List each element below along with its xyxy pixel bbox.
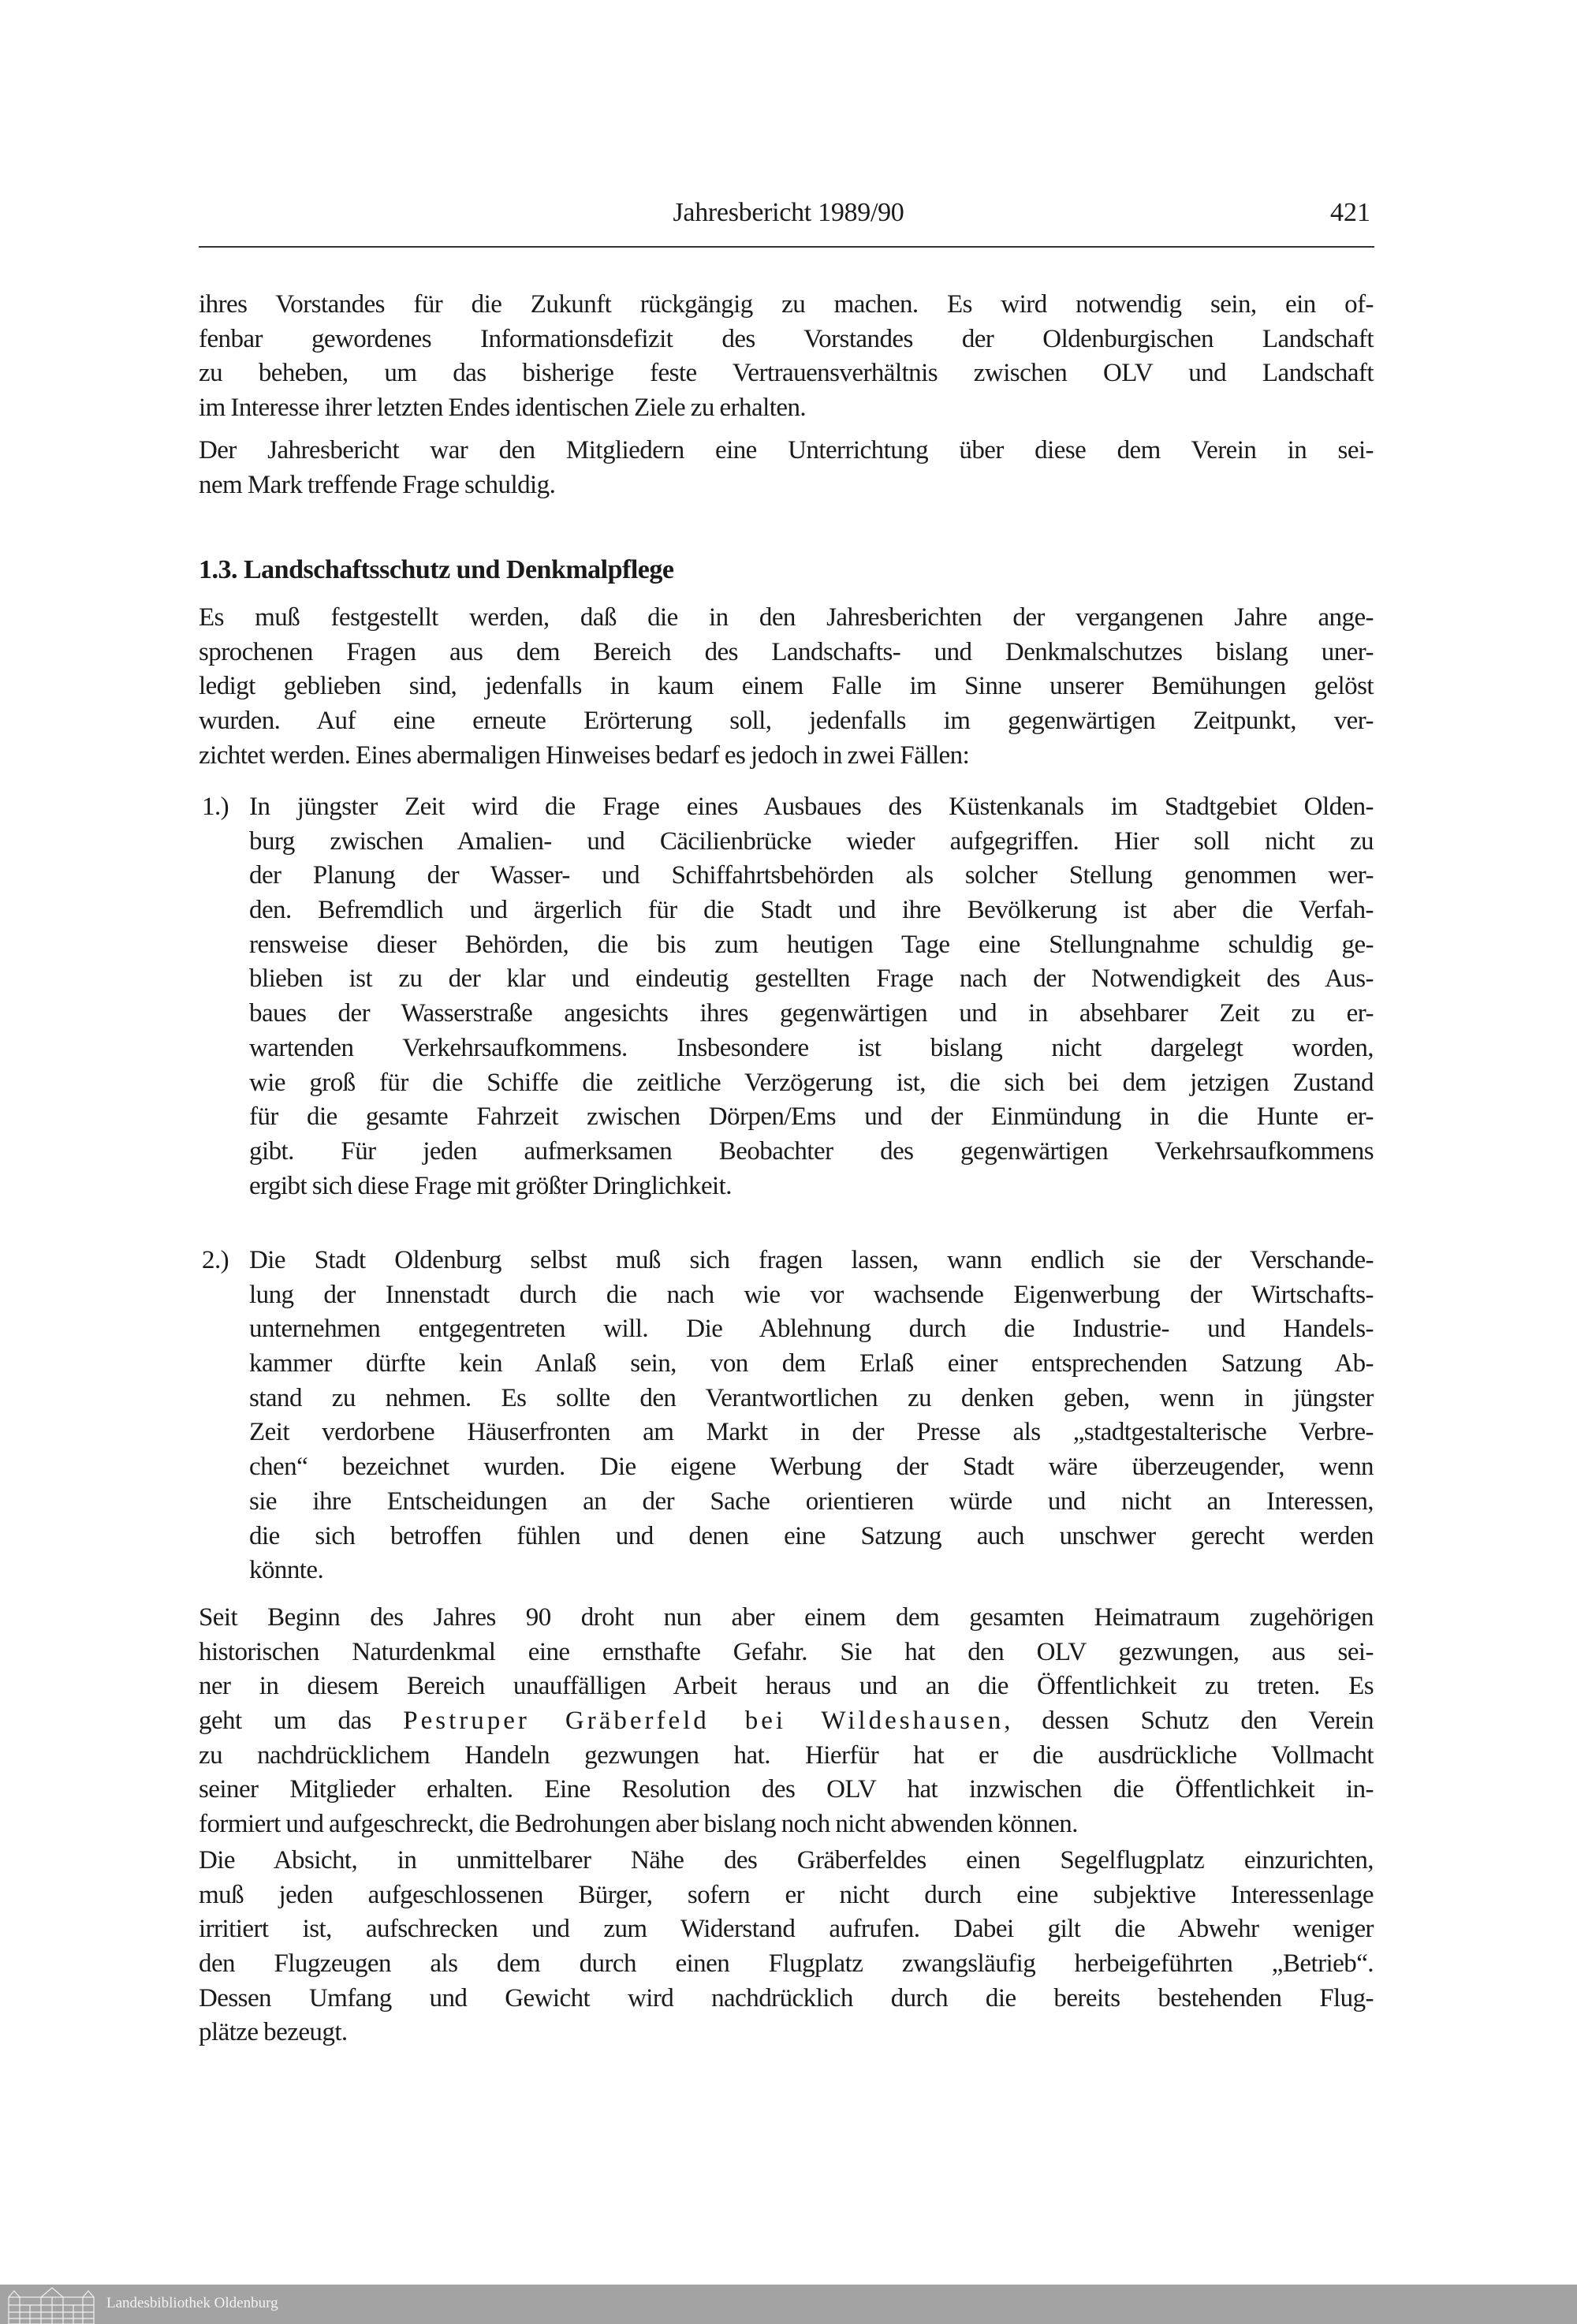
- text-line: die sich betroffen fühlen und denen eine Satzung auch unschwer gerecht werden: [249, 1521, 1374, 1550]
- text-line: [199, 1704, 1374, 1739]
- text-line: Seit Beginn des Jahres 90 droht nun aber einem dem gesamten Heimatraum zugehörigen: [199, 1603, 1374, 1632]
- text-line: In jüngster Zeit wird die Frage eines Ausbaues des Küstenkanals im Stadtgebiet Olden-: [249, 793, 1374, 821]
- text-line: unternehmen entgegentreten will. Die Ablehnung durch die Industrie- und Handels-: [249, 1315, 1374, 1344]
- text-line: zu beheben, um das bisherige feste Vertrauensverhältnis zwischen OLV und Landschaft: [199, 359, 1374, 388]
- text-line: historischen Naturdenkmal eine ernsthafte Gefahr. Sie hat den OLV gezwungen, aus sei-: [199, 1637, 1374, 1666]
- text-line: wurden. Auf eine erneute Erörterung soll, jedenfalls im gegenwärtigen Zeitpunkt, ver-: [199, 707, 1374, 736]
- text-line: Die Stadt Oldenburg selbst muß sich fragen lassen, wann endlich sie der Verschande-: [249, 1246, 1374, 1274]
- text-line: für die gesamte Fahrzeit zwischen Dörpen/Ems und der Einmündung in die Hunte er-: [249, 1102, 1374, 1132]
- text-line: ledigt geblieben sind, jedenfalls in kaum einem Falle im Sinne unserer Bemühungen gelöst: [199, 672, 1374, 701]
- text-line: Die Absicht, in unmittelbarer Nähe des Gräberfeldes einen Segelflugplatz einzurichten,: [199, 1846, 1374, 1874]
- paragraph-5: [199, 1844, 1374, 2050]
- text-line: ergibt sich diese Frage mit größter Dringlichkeit.: [249, 1171, 732, 1200]
- text-line: wie groß für die Schiffe die zeitliche Verzögerung ist, die sich bei dem jetzigen Zustand: [249, 1068, 1374, 1097]
- text-line: ihres Vorstandes für die Zukunft rückgängig zu machen. Es wird notwendig sein, ein of-: [199, 290, 1374, 319]
- text-fragment: geht um das: [199, 1707, 371, 1736]
- text-line: fenbar gewordenes Informationsdefizit des Vorstandes der Oldenburgischen Landschaft: [199, 324, 1374, 353]
- text-line: sprochenen Fragen aus dem Bereich des Landschafts- und Denkmalschutzes bislang uner-: [199, 637, 1374, 666]
- paragraph-1: [199, 288, 1374, 426]
- text-line: burg zwischen Amalien- und Cäcilienbrücke wieder aufgegriffen. Hier soll nicht zu: [249, 826, 1374, 856]
- list-item-body: [249, 790, 1374, 1203]
- text-line: wartenden Verkehrsaufkommens. Insbesondere ist bislang nicht dargelegt worden,: [249, 1033, 1374, 1062]
- running-header-title: Jahresbericht 1989/90: [673, 198, 904, 227]
- text-line: den. Befremdlich und ärgerlich für die Stadt und ihre Bevölkerung ist aber die Verfah-: [249, 896, 1374, 925]
- text-line: chen“ bezeichnet wurden. Die eigene Werbung der Stadt wäre überzeugender, wenn: [249, 1453, 1374, 1482]
- text-line: gibt. Für jeden aufmerksamen Beobachter des gegenwärtigen Verkehrsaufkommens: [249, 1136, 1374, 1166]
- text-line: kammer dürfte kein Anlaß sein, von dem Erlaß einer entsprechenden Satzung Ab-: [249, 1349, 1374, 1378]
- list-marker: 1.): [202, 793, 229, 821]
- library-name: Landesbibliothek Oldenburg: [106, 2295, 278, 2311]
- paragraph-3: [199, 601, 1374, 773]
- library-building-icon: [6, 2286, 98, 2324]
- library-footer-bar: [0, 2285, 1577, 2324]
- text-line: blieben ist zu der klar und eindeutig gestellten Frage nach der Notwendigkeit des Aus-: [249, 964, 1374, 994]
- text-fragment: , dessen Schutz den Verein: [1004, 1707, 1374, 1736]
- paragraph-2: [199, 434, 1374, 502]
- text-line: zu nachdrücklichem Handeln gezwungen hat. Hierfür hat er die ausdrückliche Vollmacht: [199, 1740, 1374, 1770]
- list-item-body: [249, 1244, 1374, 1588]
- text-line: rensweise dieser Behörden, die bis zum heutigen Tage eine Stellungnahme schuldig ge-: [249, 930, 1374, 959]
- text-line: Der Jahresbericht war den Mitgliedern eine Unterrichtung über diese dem Verein in sei-: [199, 436, 1374, 464]
- header-rule: [199, 246, 1374, 248]
- text-line: Zeit verdorbene Häuserfronten am Markt in der Presse als „stadtgestalterische Verbre-: [249, 1418, 1374, 1447]
- list-marker: 2.): [202, 1246, 229, 1274]
- text-line: ner in diesem Bereich unauffälligen Arbeit heraus und an die Öffentlichkeit zu treten. Es: [199, 1672, 1374, 1701]
- text-line: muß jeden aufgeschlossenen Bürger, sofern er nicht durch eine subjektive Interessenlage: [199, 1880, 1374, 1909]
- text-line: nem Mark treffende Frage schuldig.: [199, 470, 556, 499]
- text-line: plätze bezeugt.: [199, 2018, 348, 2047]
- text-line: lung der Innenstadt durch die nach wie vor wachsende Eigenwerbung der Wirtschafts-: [249, 1280, 1374, 1309]
- text-line: zichtet werden. Eines abermaligen Hinweises bedarf es jedoch in zwei Fällen:: [199, 740, 970, 770]
- text-line: den Flugzeugen als dem durch einen Flugplatz zwangsläufig herbeigeführten „Betrieb“.: [199, 1949, 1374, 1979]
- text-line: Es muß festgestellt werden, daß die in den Jahresberichten der vergangenen Jahre ange-: [199, 603, 1374, 632]
- text-line: seiner Mitglieder erhalten. Eine Resolution des OLV hat inzwischen die Öffentlichkeit in-: [199, 1775, 1374, 1804]
- section-heading: 1.3. Landschaftsschutz und Denkmalpflege: [199, 555, 674, 584]
- text-line: im Interesse ihrer letzten Endes identischen Ziele zu erhalten.: [199, 394, 807, 423]
- page-number: 421: [1330, 198, 1370, 227]
- text-line: der Planung der Wasser- und Schiffahrtsbehörden als solcher Stellung genommen wer-: [249, 861, 1374, 890]
- text-line: formiert und aufgeschreckt, die Bedrohungen aber bislang noch nicht abwenden können.: [199, 1810, 1078, 1839]
- text-line: könnte.: [249, 1556, 324, 1585]
- text-line: stand zu nehmen. Es sollte den Verantwortlichen zu denken geben, wenn in jüngster: [249, 1383, 1374, 1412]
- emphasized-place-name: Pestruper Gräberfeld bei Wildeshausen: [403, 1707, 1005, 1736]
- text-line: baues der Wasserstraße angesichts ihres gegenwärtigen und in absehbarer Zeit zu er-: [249, 999, 1374, 1028]
- text-line: Dessen Umfang und Gewicht wird nachdrücklich durch die bereits bestehenden Flug-: [199, 1983, 1374, 2013]
- text-line: irritiert ist, aufschrecken und zum Widerstand aufrufen. Dabei gilt die Abwehr weniger: [199, 1915, 1374, 1944]
- paragraph-4: [199, 1601, 1374, 1842]
- text-line: sie ihre Entscheidungen an der Sache orientieren würde und nicht an Interessen,: [249, 1487, 1374, 1516]
